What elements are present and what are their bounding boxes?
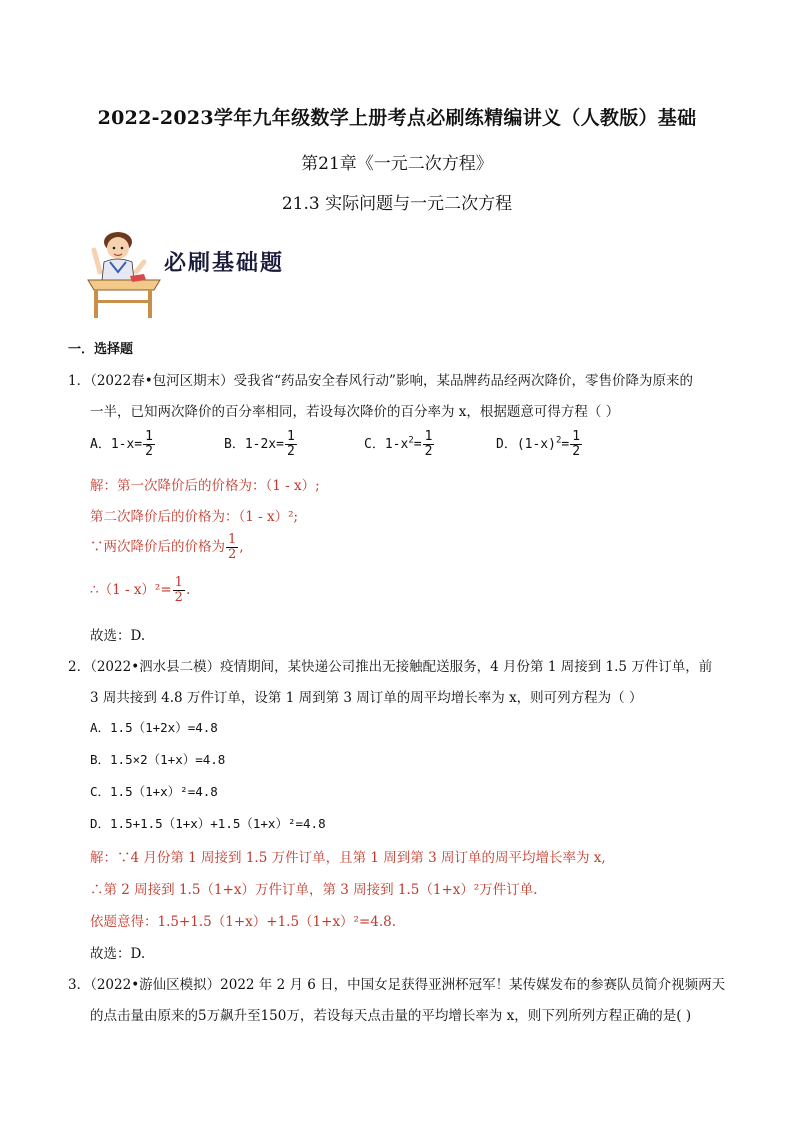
q1-option-a: A．1-x= $\frac{1}{2}$ — [90, 429, 153, 459]
section-banner — [86, 228, 326, 320]
q1-solution-line2: 第二次降价后的价格为：（1 - x）²; — [90, 509, 299, 525]
fraction-half: $\frac{1}{2}$ — [286, 429, 295, 459]
section-title: 21.3 实际问题与一元二次方程 — [281, 194, 513, 214]
student-at-desk-icon — [86, 228, 162, 320]
q2-option-a: A．1.5（1+2x）=4.8 — [90, 720, 218, 735]
q1-option-d: D．$(1-x)^2=$ $\frac{1}{2}$ — [496, 429, 581, 459]
document-title: 2022-2023学年九年级数学上册考点必刷练精编讲义（人教版）基础 — [97, 107, 697, 129]
q3-stem-line1: 3．（2022•游仙区模拟）2022 年 2 月 6 日，中国女足获得亚洲杯冠军！某传媒发布的参赛队员简介视频两天 — [68, 977, 726, 993]
fraction-half: $\frac{1}{2}$ — [145, 429, 153, 459]
banner-title: 必刷基础题 — [164, 250, 285, 276]
fraction-half: $\frac{1}{2}$ — [424, 429, 433, 459]
q2-option-b: B．1.5×2（1+x）=4.8 — [90, 752, 226, 767]
q2-answer: 故选：D. — [90, 946, 146, 962]
q1-solution-line1: 解：第一次降价后的价格为：（1 - x）; — [90, 478, 320, 494]
q1-option-c: C．$1-x^2=$ $\frac{1}{2}$ — [364, 429, 433, 459]
q1-answer: 故选：D. — [90, 628, 146, 644]
q2-option-c: C．1.5（1+x）²=4.8 — [90, 784, 218, 799]
fraction-half: $\frac{1}{2}$ — [228, 532, 237, 562]
q1-option-b: B．1-2x= $\frac{1}{2}$ — [224, 429, 295, 459]
q2-solution-line3: 依题意得：1.5+1.5（1+x）+1.5（1+x）²=4.8. — [90, 914, 397, 930]
fraction-half: $\frac{1}{2}$ — [174, 575, 183, 605]
chapter-title: 第21章《一元二次方程》 — [301, 154, 493, 174]
q1-solution-line4: ∴（1 - x）²= $\frac{1}{2}$ . — [90, 575, 191, 605]
section-label: 一．选择题 — [68, 342, 134, 357]
q2-stem-line1: 2．（2022•泗水县二模）疫情期间，某快递公司推出无接触配送服务，4 月份第 1 周接到 1.5 万件订单，前 — [68, 659, 713, 675]
q3-stem-line2: 的点击量由原来的5万飙升至150万，若设每天点击量的平均增长率为 x，则下列所列方程正确的是( ) — [90, 1008, 692, 1024]
fraction-half: $\frac{1}{2}$ — [572, 429, 581, 459]
q1-solution-line3: ∵两次降价后的价格为 $\frac{1}{2}$ , — [90, 532, 244, 562]
q2-solution-line1: 解：∵4 月份第 1 周接到 1.5 万件订单，且第 1 周到第 3 周订单的周平均增长率为 x, — [90, 850, 606, 866]
q1-stem-line1: 1．（2022春•包河区期末）受我省“药品安全春风行动”影响，某品牌药品经两次降价，零售价降为原来的 — [68, 373, 693, 389]
q2-solution-line2: ∴第 2 周接到 1.5（1+x）万件订单，第 3 周接到 1.5（1+x）²万件订单. — [90, 882, 538, 898]
q2-option-d: D．1.5+1.5（1+x）+1.5（1+x）²=4.8 — [90, 816, 326, 831]
q1-stem-line2: 一半，已知两次降价的百分率相同，若设每次降价的百分率为 x，根据题意可得方程（ ） — [90, 404, 620, 420]
q2-stem-line2: 3 周共接到 4.8 万件订单，设第 1 周到第 3 周订单的周平均增长率为 x，则可列方程为（ ） — [90, 690, 643, 706]
